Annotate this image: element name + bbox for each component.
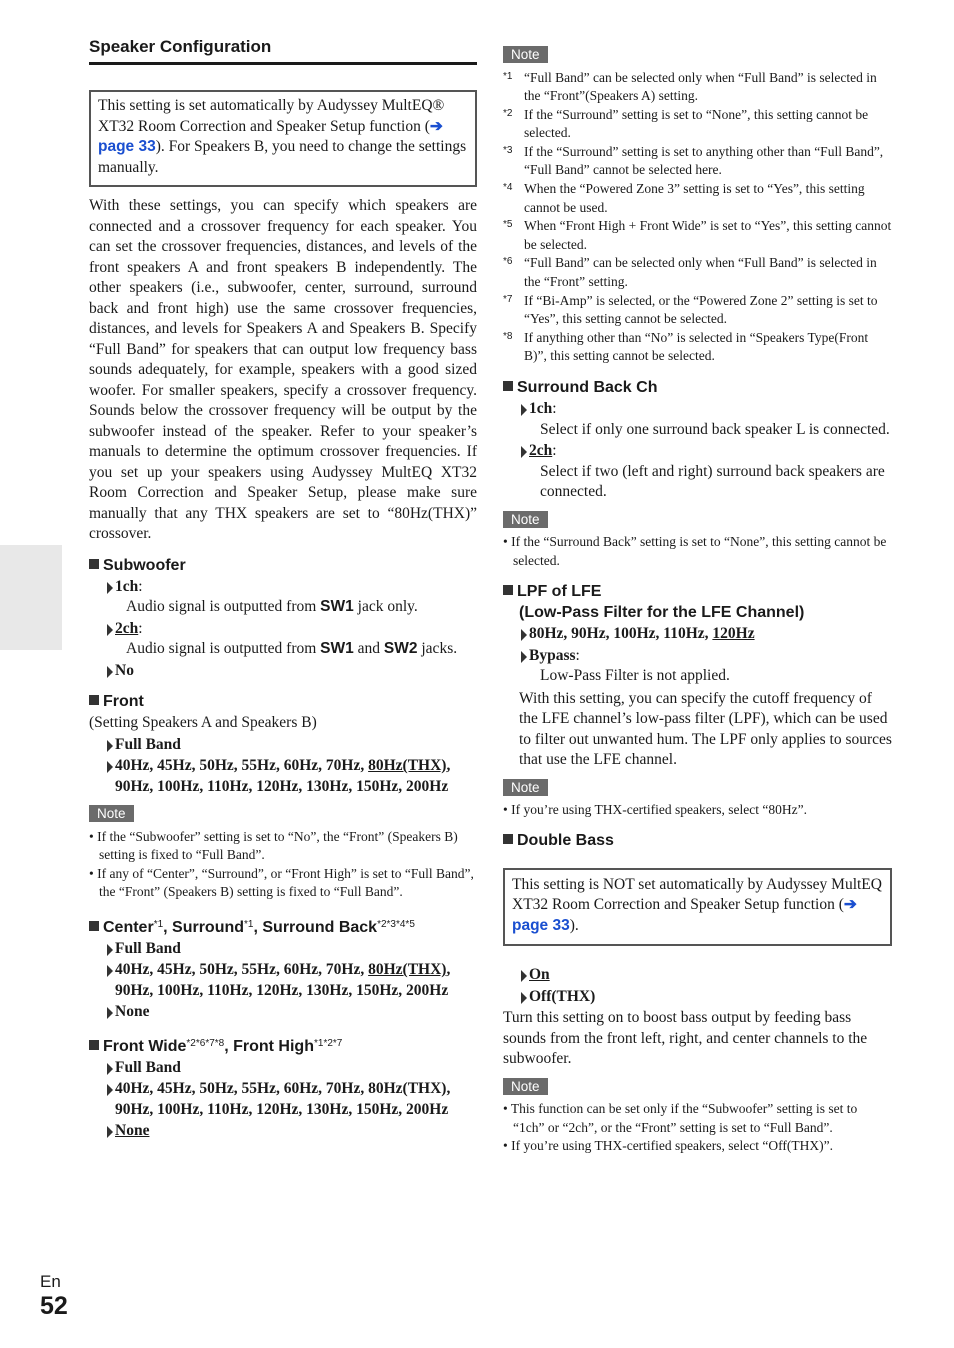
option-no: No	[89, 661, 477, 682]
page-number	[40, 1272, 68, 1320]
option-on: On	[503, 965, 892, 986]
option-none: None	[89, 1002, 477, 1023]
note-item: • If you’re using THX-certified speakers, select “Off(THX)”.	[503, 1138, 833, 1154]
side-tab-marker	[0, 545, 62, 650]
box-text-2: ). For Speakers B, you need to change the settings manually.	[98, 138, 467, 176]
double-bass-text: Turn this setting on to boost bass output by feeding bass sounds from the front left, right, and center channels to the subwoofer.	[503, 1009, 868, 1068]
square-bullet-icon	[89, 1040, 99, 1050]
note-label: Note	[503, 46, 548, 63]
note-item: • If you’re using THX-certified speakers, select “80Hz”.	[503, 802, 807, 818]
option-freqs: 40Hz, 45Hz, 50Hz, 55Hz, 60Hz, 70Hz, 80Hz(THX), 90Hz, 100Hz, 110Hz, 120Hz, 130Hz, 150Hz, 200Hz	[89, 1079, 477, 1120]
option-2ch: 2ch:	[89, 619, 477, 640]
option-1ch: 1ch:	[503, 399, 892, 420]
front-paren: (Setting Speakers A and Speakers B)	[89, 714, 317, 731]
option-2ch-desc: Audio signal is outputted from SW1 and SW2 jacks.	[126, 640, 458, 657]
note-label: Note	[89, 805, 134, 822]
square-bullet-icon	[89, 695, 99, 705]
footnote: *5 When “Front High + Front Wide” is set to “Yes”, this setting cannot be selected.	[503, 218, 892, 252]
note-label: Note	[503, 1078, 548, 1095]
square-bullet-icon	[89, 559, 99, 569]
square-bullet-icon	[503, 585, 513, 595]
option-2ch: 2ch:	[503, 441, 892, 462]
square-bullet-icon	[503, 381, 513, 391]
square-bullet-icon	[503, 834, 513, 844]
option-off-thx: Off(THX)	[503, 987, 892, 1008]
option-2ch-desc: Select if two (left and right) surround back speakers are connected.	[540, 462, 885, 500]
note-item: • This function can be set only if the “Subwoofer” setting is set to “1ch” or “2ch”, or the “Front” setting is set to “Full Band”.	[503, 1101, 858, 1135]
note-label: Note	[503, 779, 548, 796]
lpf-text: With this setting, you can specify the cutoff frequency of the LFE channel’s low-pass filter (LPF), which can be used to filter out unwanted hum. The LPF only applies to sources that use the LFE channel.	[519, 689, 892, 769]
lpf-heading: LPF of LFE	[503, 581, 892, 602]
double-bass-notes	[503, 1100, 892, 1156]
option-1ch-desc: Audio signal is outputted from SW1 jack only.	[126, 598, 418, 615]
auto-setting-box	[89, 90, 477, 187]
lpf-subheading: (Low-Pass Filter for the LFE Channel)	[519, 604, 805, 622]
page-link[interactable]: ➔ page 33	[98, 117, 443, 155]
option-none: None	[89, 1121, 477, 1142]
footnote: *7 If “Bi-Amp” is selected, or the “Powered Zone 2” setting is set to “Yes”, this setting cannot be selected.	[503, 292, 878, 327]
option-full-band: Full Band	[89, 939, 477, 960]
front-wide-heading: Front Wide$^{*2*6*7*8}$, Front High$^{*1*2*7}$	[89, 1033, 477, 1057]
footnote: *1 “Full Band” can be selected only when “Full Band” is selected in the “Front”(Speakers A) setting.	[503, 69, 877, 104]
box-text-1: This setting is set automatically by Audyssey MultEQ® XT32 Room Correction and Speaker Setup function (	[98, 97, 445, 135]
option-full-band: Full Band	[89, 1058, 477, 1079]
front-notes	[89, 828, 477, 902]
subwoofer-heading: Subwoofer	[89, 555, 477, 576]
footnote: *6 “Full Band” can be selected only when “Full Band” is selected in the “Front” setting.	[503, 255, 877, 290]
footnotes	[503, 69, 892, 367]
page-link[interactable]: ➔ page 33	[512, 896, 857, 934]
box-text-2: ).	[569, 916, 579, 934]
surround-back-ch-heading: Surround Back Ch	[503, 377, 892, 398]
option-freqs: 40Hz, 45Hz, 50Hz, 55Hz, 60Hz, 70Hz, 80Hz(THX), 90Hz, 100Hz, 110Hz, 120Hz, 130Hz, 150Hz, 200Hz	[89, 756, 477, 797]
footnote: *3 If the “Surround” setting is set to anything other than “Full Band”, “Full Band” cannot be selected here.	[503, 143, 884, 178]
center-heading: Center$^{*1}$, Surround$^{*1}$, Surround Back$^{*2*3*4*5}$	[89, 914, 477, 938]
footnote: *8 If anything other than “No” is selected in “Speakers Type(Front B)”, this setting cannot be selected.	[503, 329, 869, 364]
footnote: *2 If the “Surround” setting is set to “None”, this setting cannot be selected.	[503, 106, 869, 141]
note-item: • If the “Surround Back” setting is set to “None”, this setting cannot be selected.	[503, 534, 887, 568]
left-column	[89, 36, 477, 1142]
sbch-notes	[503, 533, 892, 570]
square-bullet-icon	[89, 921, 99, 931]
option-freqs: 40Hz, 45Hz, 50Hz, 55Hz, 60Hz, 70Hz, 80Hz(THX), 90Hz, 100Hz, 110Hz, 120Hz, 130Hz, 150Hz, 200Hz	[89, 960, 477, 1001]
option-full-band: Full Band	[89, 735, 477, 756]
intro-paragraph: With these settings, you can specify which speakers are connected and a crossover frequency for each speaker. You can set the crossover frequencies, distances, and levels of the front speakers A and front speakers B independently. The other speakers (i.e., subwoofer, center, surround, surround back and front high) use the same crossover frequencies, distances, and levels for Speakers A and Speakers B. Specify “Full Band” for speakers that can output low frequency bass sounds adequately, for example, speakers with a good sized woofer. For smaller speakers, specify a crossover frequency. Sounds below the crossover frequency will be output by the subwoofer instead of the speaker. Refer to your speaker’s manuals to determine the optimum crossover frequencies. If you set up your speakers using Audyssey MultEQ XT32 Room Correction and Speaker Setup, please make sure manually that any THX speakers are set to “80Hz(THX)” crossover.	[89, 197, 477, 542]
double-bass-heading: Double Bass	[503, 830, 892, 851]
right-column	[503, 44, 892, 1156]
note-item: • If any of “Center”, “Surround”, or “Front High” is set to “Full Band”, the “Front” (Speakers B) setting is fixed to “Full Band”.	[89, 865, 474, 900]
option-freqs: 80Hz, 90Hz, 100Hz, 110Hz, 120Hz	[503, 624, 892, 645]
note-item: • If the “Subwoofer” setting is set to “No”, the “Front” (Speakers B) setting is fixed to “Full Band”.	[89, 828, 458, 863]
option-bypass-desc: Low-Pass Filter is not applied.	[540, 667, 730, 685]
page-number-value: 52	[40, 1292, 68, 1320]
option-bypass: Bypass:	[503, 646, 892, 667]
manual-setting-box	[503, 868, 892, 947]
box-text-1: This setting is NOT set automatically by Audyssey MultEQ XT32 Room Correction and Speaker Setup function (	[512, 875, 882, 914]
language-label: En	[40, 1272, 61, 1291]
note-label: Note	[503, 511, 548, 528]
front-heading: Front	[89, 691, 477, 712]
section-title: Speaker Configuration	[89, 36, 477, 65]
lpf-notes	[503, 801, 892, 820]
option-1ch: 1ch:	[89, 577, 477, 598]
footnote: *4 When the “Powered Zone 3” setting is set to “Yes”, this setting cannot be used.	[503, 181, 865, 215]
option-1ch-desc: Select if only one surround back speaker L is connected.	[540, 420, 890, 438]
